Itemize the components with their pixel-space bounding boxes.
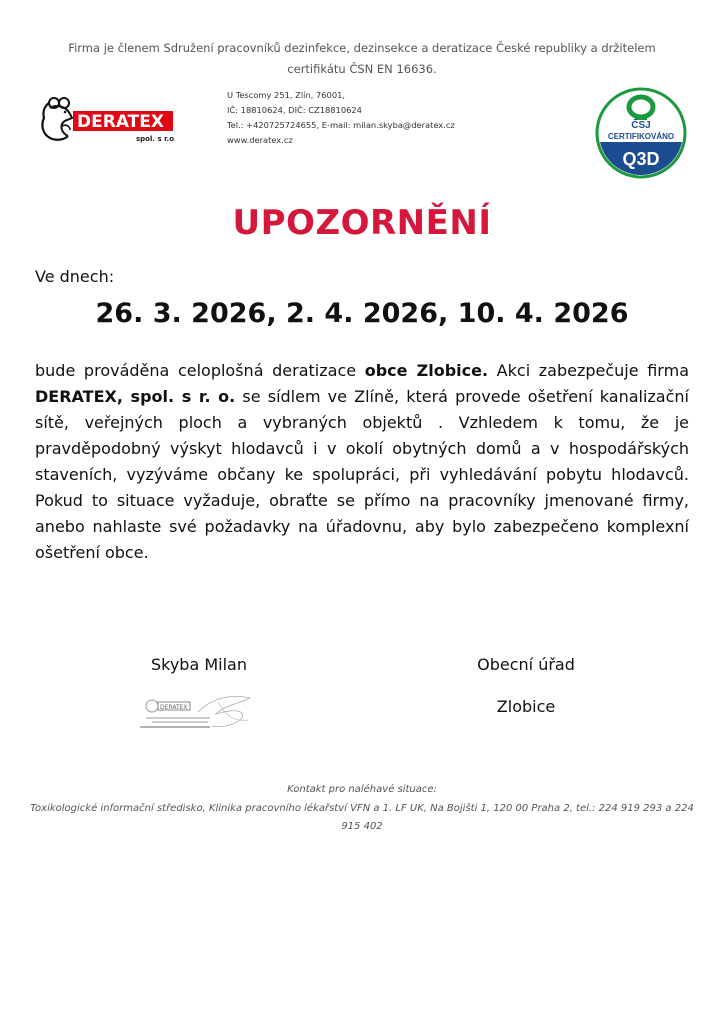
notice-body [35,358,689,566]
body-municipality: obce Zlobice. [364,361,489,380]
certification-badge [595,87,687,179]
footer-heading: Kontakt pro naléhavé situace: [287,784,437,795]
body-company-name: DERATEX, spol. s r. o. [35,387,236,406]
deratex-logo [40,94,175,146]
signatory-name: Skyba Milan [150,655,247,674]
emergency-contact-footer [20,781,704,837]
deratization-dates: 26. 3. 2026, 2. 4. 2026, 10. 4. 2026 [95,298,629,329]
municipal-office-label: Obecní úřad [477,655,575,674]
company-contact-info [227,88,455,148]
notice-intro: Ve dnech: [35,267,115,286]
company-phone-email: Tel.: +420725724655, E-mail: milan.skyba@deratex.cz [227,120,455,130]
body-text-2: Akci zabezpečuje firma [488,361,689,380]
notice-title: UPOZORNĚNÍ [232,203,492,243]
body-text-1: bude prováděna celoplošná deratizace [35,361,365,380]
svg-text:DERATEX: DERATEX [77,112,164,132]
body-text-3: se sídlem ve Zlíně, která provede ošetření kanalizační sítě, veřejných ploch a vybraných objektů . Vzhledem k tomu, že je pravděpodobný výskyt hlodavců i v okolí obytných domů a v hospodářských staveních, vyzýváme občany ke spolupráci, při vyhledávání pobytu hlodavců. Pokud to situace vyžaduje, obraťte se přímo na pracovníky jmenované firmy, anebo nahlaste své požadavky na úřadovnu, aby bylo zabezpečeno komplexní ošetření obce. [35,387,689,562]
svg-text:spol. s r.o.: spol. s r.o. [136,135,175,143]
mouse-icon [40,94,175,146]
svg-text:CERTIFIKOVÁNO: CERTIFIKOVÁNO [607,132,675,141]
company-website: www.deratex.cz [227,135,293,145]
svg-text:Q3D: Q3D [622,149,660,169]
company-address: U Tescomy 251, Zlín, 76001, [227,90,346,100]
company-stamp-signature [138,692,258,740]
svg-text:ČSJ: ČSJ [631,120,651,131]
footer-toxicology-center: Toxikologické informační středisko, Klinika pracovního lékařství VFN a 1. LF UK, Na Bojišti 1, 120 00 Praha 2, tel.: 224 919 293 a 224 915 402 [30,802,694,832]
membership-statement: Firma je členem Sdružení pracovníků dezinfekce, dezinsekce a deratizace České republiky a držitelem certifikátu ČSN EN 16636. [68,41,656,76]
municipal-office-town: Zlobice [496,697,556,716]
svg-text:DERATEX: DERATEX [160,704,188,711]
company-ids: IČ: 18810624, DIČ: CZ18810624 [227,105,362,115]
